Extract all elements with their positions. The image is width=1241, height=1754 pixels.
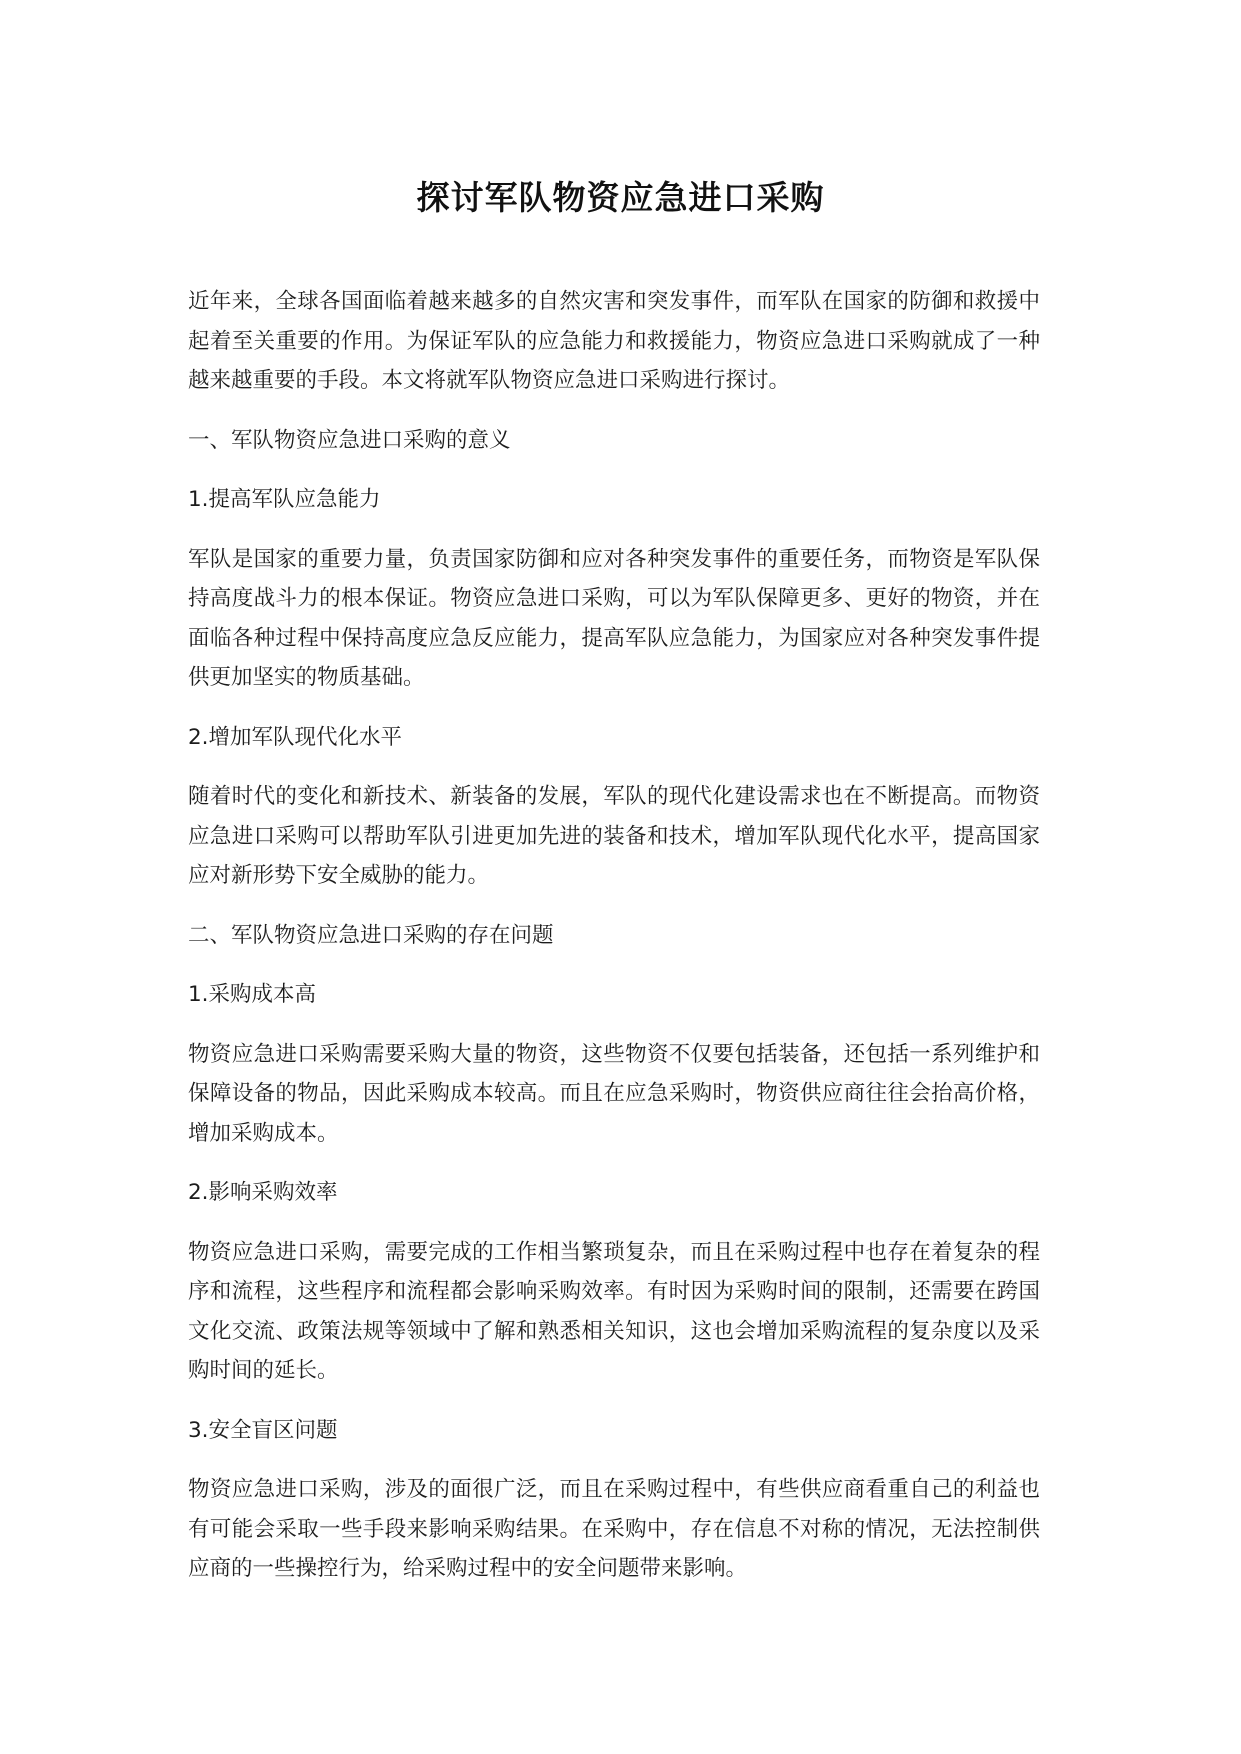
intro-paragraph: 近年来，全球各国面临着越来越多的自然灾害和突发事件，而军队在国家的防御和救援中起着至关重要的作用。为保证军队的应急能力和救援能力，物资应急进口采购就成了一种越来越重要的手段。本文将就军队物资应急进口采购进行探讨。 [188,289,1040,393]
paragraph-high-cost: 物资应急进口采购需要采购大量的物资，这些物资不仅要包括装备，还包括一系列维护和保障设备的物品，因此采购成本较高。而且在应急采购时，物资供应商往往会抬高价格，增加采购成本。 [188,1041,1040,1146]
subheading-high-cost: 1.采购成本高 [188,982,317,1007]
subheading-emergency-capability: 1.提高军队应急能力 [188,487,381,512]
subheading-modernization: 2.增加军队现代化水平 [188,724,403,750]
subheading-efficiency: 2.影响采购效率 [188,1180,338,1205]
subheading-security-blind-spot: 3.安全盲区问题 [188,1417,338,1443]
section-heading-significance: 一、军队物资应急进口采购的意义 [188,427,511,453]
section-heading-problems: 二、军队物资应急进口采购的存在问题 [188,922,554,948]
paragraph-emergency-capability: 军队是国家的重要力量，负责国家防御和应对各种突发事件的重要任务，而物资是军队保持高度战斗力的根本保证。物资应急进口采购，可以为军队保障更多、更好的物资，并在面临各种过程中保持高度应急反应能力，提高军队应急能力，为国家应对各种突发事件提供更加坚实的物质基础。 [188,546,1040,690]
document-title: 探讨军队物资应急进口采购 [416,178,825,217]
document-body [188,282,1040,1609]
paragraph-security-blind-spot: 物资应急进口采购，涉及的面很广泛，而且在采购过程中，有些供应商看重自己的利益也有可能会采取一些手段来影响采购结果。在采购中，存在信息不对称的情况，无法控制供应商的一些操控行为，给采购过程中的安全问题带来影响。 [188,1477,1040,1581]
paragraph-modernization: 随着时代的变化和新技术、新装备的发展，军队的现代化建设需求也在不断提高。而物资应急进口采购可以帮助军队引进更加先进的装备和技术，增加军队现代化水平，提高国家应对新形势下安全威胁的能力。 [188,784,1040,888]
paragraph-efficiency: 物资应急进口采购，需要完成的工作相当繁琐复杂，而且在采购过程中也存在着复杂的程序和流程，这些程序和流程都会影响采购效率。有时因为采购时间的限制，还需要在跨国文化交流、政策法规等领域中了解和熟悉相关知识，这也会增加采购流程的复杂度以及采购时间的延长。 [188,1239,1040,1383]
